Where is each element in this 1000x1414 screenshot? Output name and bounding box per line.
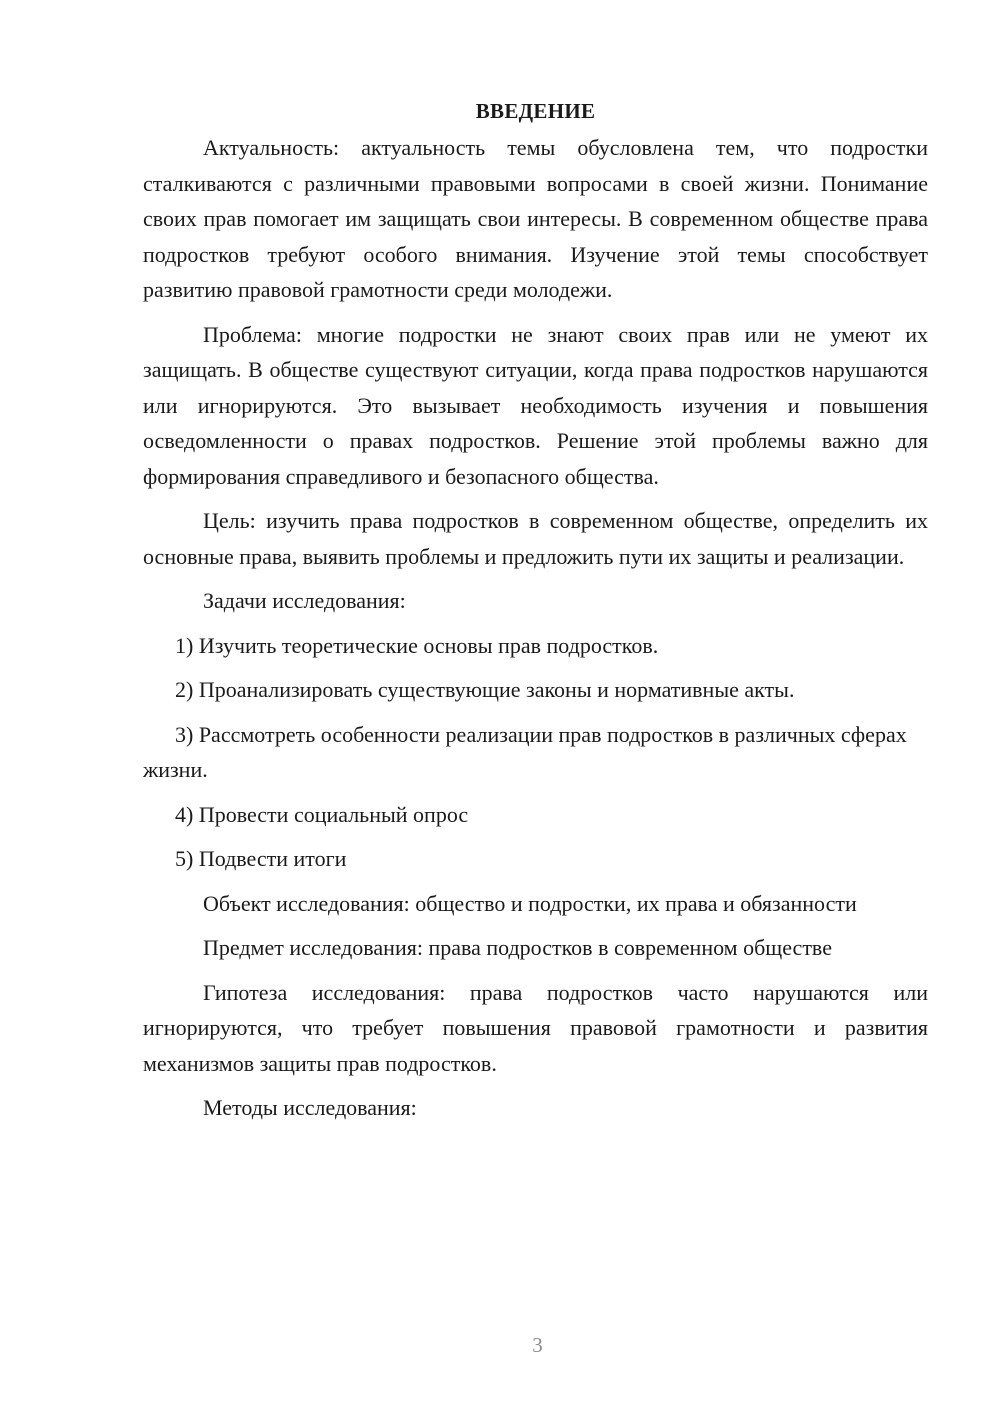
goal-paragraph: Цель: изучить права подростков в современном обществе, определить их основные права, выявить проблемы и предложить пути их защиты и реализации. [143,508,928,569]
hypothesis-paragraph: Гипотеза исследования: права подростков часто нарушаются или игнорируются, что требует повышения правовой грамотности и развития механизмов защиты прав подростков. [143,979,928,1076]
page-number: 3 [532,1333,543,1357]
task-item: 4) Провести социальный опрос [175,801,469,827]
task-item: 2) Проанализировать существующие законы и нормативные акты. [175,677,795,702]
problem-paragraph: Проблема: многие подростки не знают своих прав или не умеют их защищать. В обществе существуют ситуации, когда права подростков нарушаются или игнорируются. Это вызывает необходимость изучения и повышения осведомленности о правах подростков. Решение этой проблемы важно для формирования справедливого и безопасного общества. [143,321,928,489]
task-item: 1) Изучить теоретические основы прав подростков. [175,632,659,658]
object-paragraph: Объект исследования: общество и подростки, их права и обязанности [203,890,857,916]
page-content [143,96,928,1135]
tasks-heading: Задачи исследования: [203,588,406,613]
methods-heading: Методы исследования: [203,1095,417,1120]
task-item: 3) Рассмотреть особенности реализации прав подростков в различных сферах жизни. [143,721,907,782]
section-title: ВВЕДЕНИЕ [475,99,596,123]
task-item: 5) Подвести итоги [175,846,347,871]
subject-paragraph: Предмет исследования: права подростков в современном обществе [203,935,832,960]
relevance-paragraph: Актуальность: актуальность темы обусловлена тем, что подростки сталкиваются с различными правовыми вопросами в своей жизни. Понимание своих прав помогает им защищать свои интересы. В современном обществе права подростков требуют особого внимания. Изучение этой темы способствует развитию правовой грамотности среди молодежи. [143,135,928,302]
